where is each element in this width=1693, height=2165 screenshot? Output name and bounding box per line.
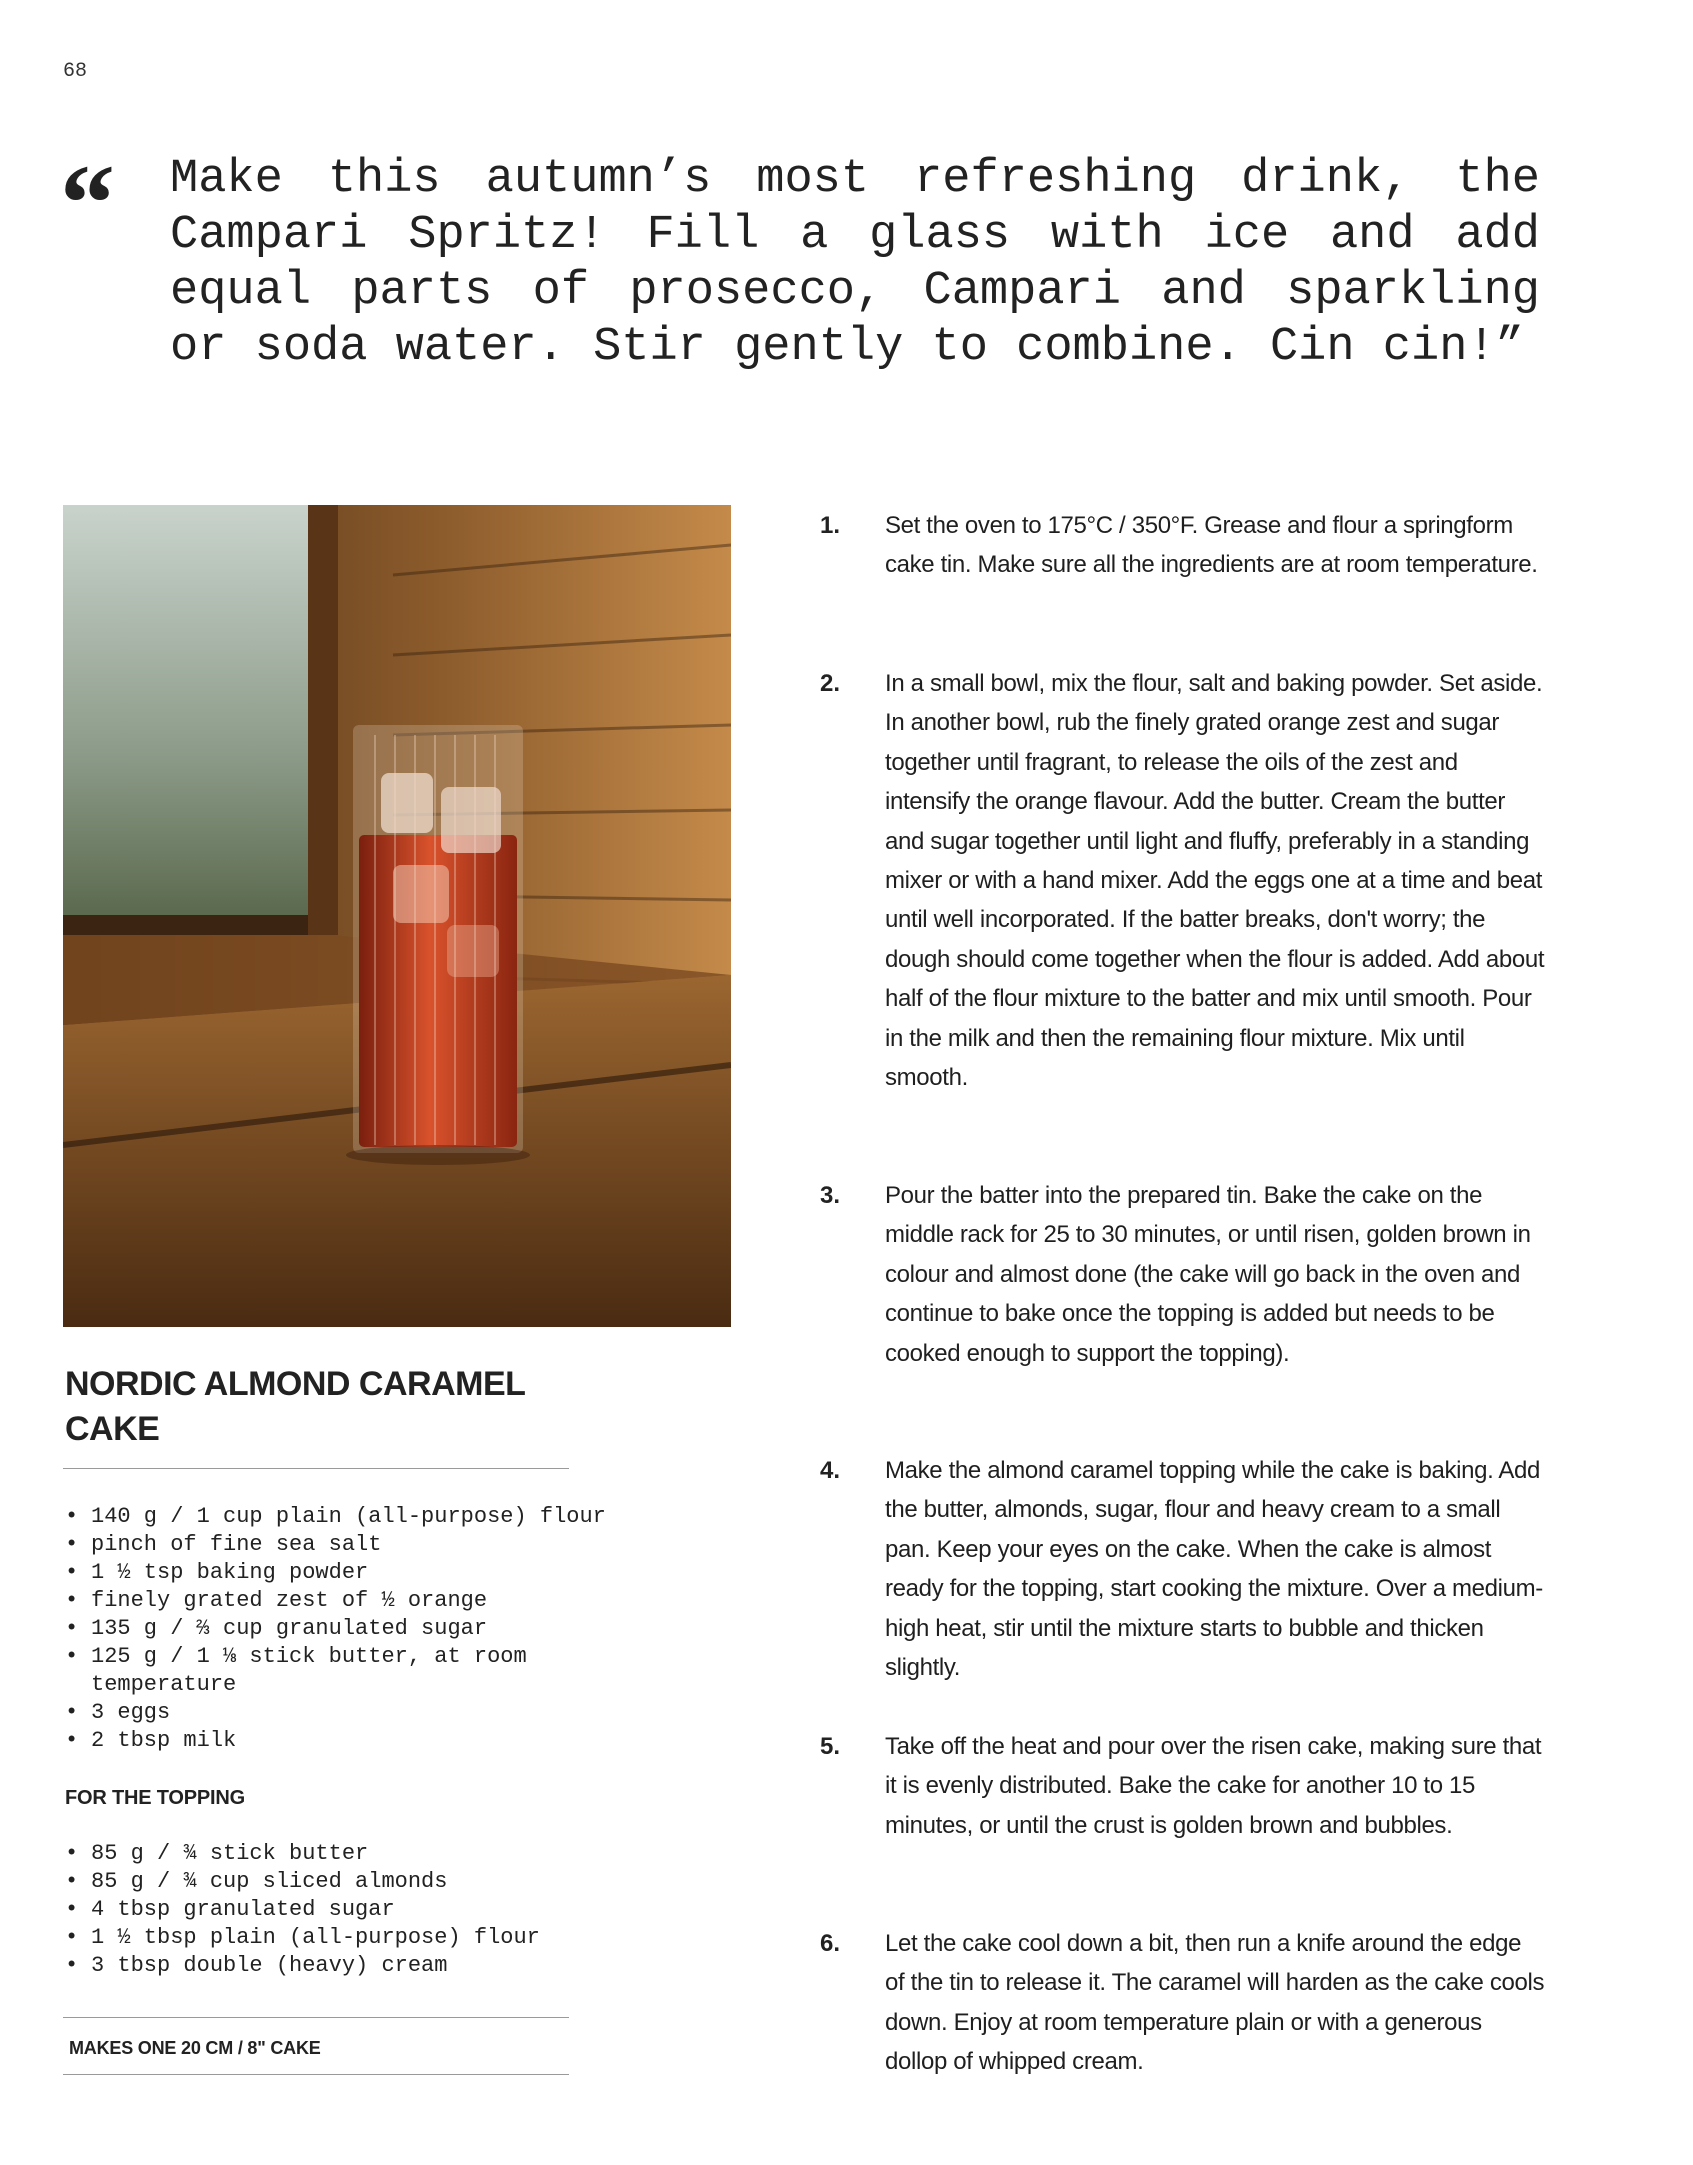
ingredient-item: • 1 ½ tsp baking powder	[63, 1559, 651, 1587]
topping-heading: FOR THE TOPPING	[65, 1787, 245, 1809]
ingredient-item: • pinch of fine sea salt	[63, 1531, 651, 1559]
step-text: In a small bowl, mix the flour, salt and baking powder. Set aside. In another bowl, rub the finely grated orange zest and sugar together until fragrant, to release the oils of the zest and intensify the orange flavour. Add the butter. Cream the butter and sugar together until light and fluffy, preferably in a standing mixer or with a hand mixer. Add the eggs one at a time and beat until well incorporated. If the batter breaks, don't worry; the dough should come together when the flour is added. Add about half of the flour mixture to the batter and mix until smooth. Pour in the milk and then the remaining flour mixture. Mix until smooth.	[885, 670, 1545, 1092]
topping-item: • 85 g / ¾ stick butter	[63, 1840, 651, 1868]
topping-item: • 85 g / ¾ cup sliced almonds	[63, 1868, 651, 1896]
title-divider	[63, 1468, 569, 1469]
step-number: 3.	[820, 1182, 841, 1209]
step-number: 6.	[820, 1930, 841, 1957]
step-number: 4.	[820, 1457, 841, 1484]
step-text: Let the cake cool down a bit, then run a knife around the edge of the tin to release it. The caramel will harden as the cake cools down. Enjoy at room temperature plain or with a generous dollop of whipped cream.	[885, 1930, 1545, 2076]
topping-item: • 3 tbsp double (heavy) cream	[63, 1952, 651, 1980]
topping-item: • 4 tbsp granulated sugar	[63, 1896, 651, 1924]
ingredient-item: • 2 tbsp milk	[63, 1727, 651, 1755]
ingredient-item: • 3 eggs	[63, 1699, 651, 1727]
ingredient-item: • 125 g / 1 ⅛ stick butter, at room temperature	[63, 1643, 561, 1699]
quote-mark-icon: “	[60, 142, 115, 264]
step-number: 5.	[820, 1733, 841, 1760]
pull-quote: Make this autumn’s most refreshing drink, the Campari Spritz! Fill a glass with ice and add equal parts of prosecco, Campari and sparkling or soda water. Stir gently to combine. Cin cin!”	[170, 153, 1540, 374]
topping-item: • 1 ½ tbsp plain (all-purpose) flour	[63, 1924, 651, 1952]
yield-divider-bottom	[63, 2074, 569, 2075]
step-number: 1.	[820, 512, 841, 539]
page-number: 68	[63, 60, 88, 83]
photo-illustration	[63, 505, 731, 1327]
step-number: 2.	[820, 670, 841, 697]
step-text: Pour the batter into the prepared tin. Bake the cake on the middle rack for 25 to 30 minutes, or until risen, golden brown in colour and almost done (the cake will go back in the oven and continue to bake once the topping is added but needs to be cooked enough to support the topping).	[885, 1182, 1531, 1367]
step-text: Make the almond caramel topping while the cake is baking. Add the butter, almonds, sugar, flour and heavy cream to a small pan. Keep your eyes on the cake. When the cake is almost ready for the topping, start cooking the mixture. Over a medium-high heat, stir until the mixture starts to bubble and thicken slightly.	[885, 1457, 1543, 1682]
topping-list	[63, 1840, 651, 1980]
step-text: Take off the heat and pour over the risen cake, making sure that it is evenly distributed. Bake the cake for another 10 to 15 minutes, or until the crust is golden brown and bubbles.	[885, 1733, 1542, 1839]
ingredient-item: • 140 g / 1 cup plain (all-purpose) flour	[63, 1503, 651, 1531]
campari-spritz-photo	[63, 505, 731, 1327]
yield-divider-top	[63, 2017, 569, 2018]
ingredient-list	[63, 1503, 651, 1755]
ingredient-item: • 135 g / ⅔ cup granulated sugar	[63, 1615, 651, 1643]
recipe-yield: MAKES ONE 20 CM / 8" CAKE	[69, 2038, 321, 2058]
step-text: Set the oven to 175°C / 350°F. Grease and flour a springform cake tin. Make sure all the ingredients are at room temperature.	[885, 512, 1538, 579]
recipe-title: NORDIC ALMOND CARAMEL CAKE	[65, 1365, 525, 1448]
ingredient-item: • finely grated zest of ½ orange	[63, 1587, 651, 1615]
